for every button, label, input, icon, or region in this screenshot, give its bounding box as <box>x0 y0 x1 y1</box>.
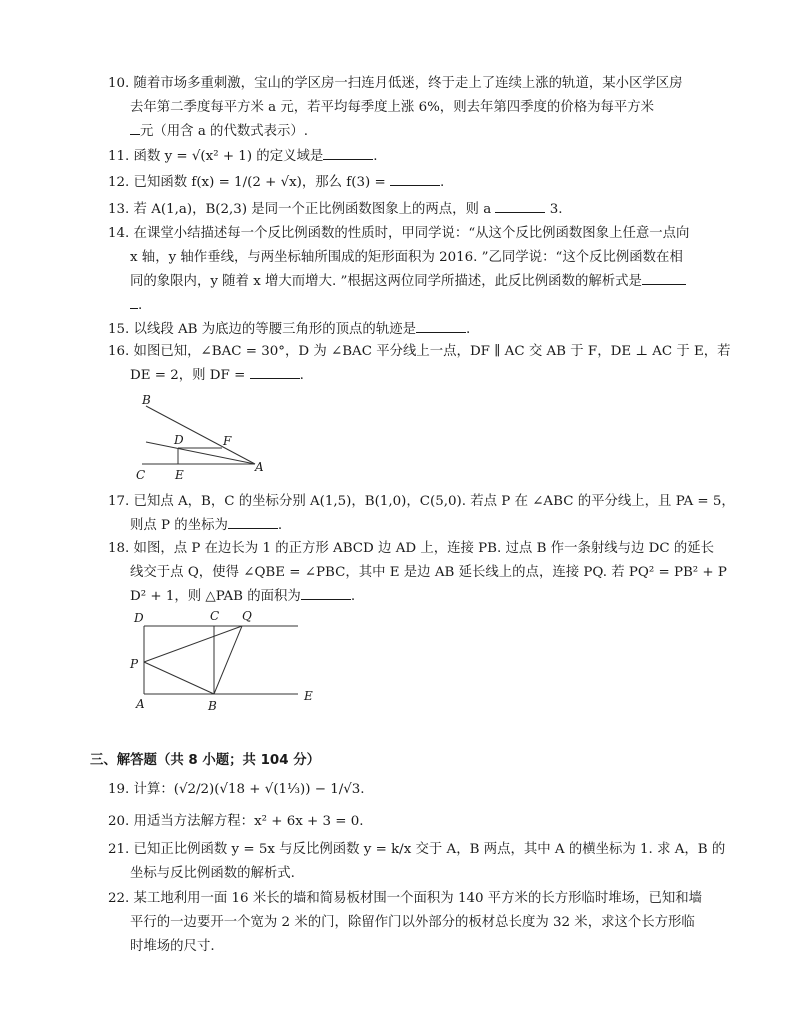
fig16-label-f: F <box>223 434 232 448</box>
q17-line2 <box>108 514 728 538</box>
question-12 <box>108 171 728 195</box>
q16-line1: 16. 如图已知，∠BAC = 30°，D 为 ∠BAC 平分线上一点，DF ∥ AC 交 AB 于 F，DE ⊥ AC 于 E，若 <box>108 344 731 359</box>
q14-blank-cont[interactable] <box>130 294 138 309</box>
q17-line2-text: 则点 P 的坐标为 <box>130 518 228 533</box>
fig18-label-q: Q <box>242 609 252 623</box>
q17-line1: 17. 已知点 A，B，C 的坐标分别 A(1,5)，B(1,0)，C(5,0). 若点 P 在 ∠ABC 的平分线上，且 PA = 5， <box>108 494 735 509</box>
q22-line3: 时堆场的尺寸. <box>130 939 215 954</box>
question-13 <box>108 198 728 222</box>
q16-line2-text: DE = 2，则 DF = <box>130 368 246 383</box>
q18-tail: . <box>350 589 356 604</box>
q14-line1: 14. 在课堂小结描述每一个反比例函数的性质时，甲同学说：“从这个反比例函数图象上任意一点向 <box>108 226 690 241</box>
q10-line3-text: 元（用含 a 的代数式表示）. <box>140 124 309 139</box>
q21-line2: 坐标与反比例函数的解析式. <box>130 866 295 881</box>
q14-line4-text: . <box>138 298 143 313</box>
question-15 <box>108 318 728 342</box>
q20-line: 20. 用适当方法解方程：x² + 6x + 3 = 0. <box>108 814 364 829</box>
fig18-label-c: C <box>210 609 220 623</box>
q14-line4 <box>108 294 728 318</box>
q13-blank[interactable] <box>495 198 545 213</box>
q17-blank[interactable] <box>228 514 278 529</box>
fig18-label-a: A <box>136 697 145 711</box>
q17-tail: . <box>277 518 283 533</box>
question-19 <box>108 778 728 802</box>
q11-text: 11. 函数 y = √(x² + 1) 的定义域是 <box>108 149 324 164</box>
fig18-label-b: B <box>208 699 217 713</box>
question-21 <box>108 838 728 886</box>
fig18-label-d: D <box>134 611 144 625</box>
q13-text: 13. 若 A(1,a)，B(2,3) 是同一个正比例函数图象上的两点，则 a <box>108 202 492 217</box>
q12-line <box>108 171 728 195</box>
q12-blank[interactable] <box>390 171 440 186</box>
q15-tail: . <box>466 322 471 337</box>
fig16-label-c: C <box>136 468 146 482</box>
q14-line2: x 轴，y 轴作垂线，与两坐标轴所围成的矩形面积为 2016. ”乙同学说：“这个反比例函数在相 <box>130 250 683 265</box>
q18-line3-text: D² + 1，则 △PAB 的面积为 <box>130 589 301 604</box>
q10-blank[interactable] <box>130 120 140 135</box>
q11-line <box>108 145 728 169</box>
q15-text: 15. 以线段 AB 为底边的等腰三角形的顶点的轨迹是 <box>108 322 416 337</box>
q10-line1: 10. 随着市场多重刺激，宝山的学区房一扫连月低迷，终于走上了连续上涨的轨道，某小区学区房 <box>108 76 683 91</box>
section-3-heading: 三、解答题（共 8 小题；共 104 分） <box>90 753 320 768</box>
q22-line2: 平行的一边要开一个宽为 2 米的门，除留作门以外部分的板材总长度为 32 米，求这个长方形临 <box>130 915 695 930</box>
q15-line <box>108 318 728 342</box>
figure-18 <box>126 606 326 716</box>
question-10 <box>108 72 728 144</box>
q22-line1: 22. 某工地利用一面 16 米长的墙和简易板材围一个面积为 140 平方米的长方形临时堆场，已知和墙 <box>108 891 703 906</box>
q12-text: 12. 已知函数 f(x) = 1/(2 + √x)，那么 f(3) = <box>108 175 386 190</box>
q14-blank[interactable] <box>642 270 686 285</box>
q11-tail: . <box>373 149 378 164</box>
q14-line3-text: 同的象限内，y 随着 x 增大而增大. ”根据这两位同学所描述，此反比例函数的解析式是 <box>130 274 642 289</box>
fig16-label-b: B <box>142 393 151 407</box>
q21-line1: 21. 已知正比例函数 y = 5x 与反比例函数 y = k/x 交于 A，B 两点，其中 A 的横坐标为 1. 求 A，B 的 <box>108 842 726 857</box>
q19-line: 19. 计算：(√2/2)(√18 + √(1⅓)) − 1/√3. <box>108 782 365 797</box>
q16-line2 <box>108 364 728 388</box>
q10-line3 <box>108 120 728 144</box>
q16-tail: . <box>299 368 304 383</box>
fig18-label-e: E <box>304 689 313 703</box>
fig16-label-d: D <box>174 433 184 447</box>
question-17 <box>108 490 735 538</box>
question-14 <box>108 222 728 318</box>
q16-blank[interactable] <box>250 364 300 379</box>
q11-blank[interactable] <box>323 145 373 160</box>
q14-line3 <box>108 270 728 294</box>
q18-line2: 线交于点 Q，使得 ∠QBE = ∠PBC，其中 E 是边 AB 延长线上的点，连接 PQ. 若 PQ² = PB² + P <box>130 565 727 580</box>
q18-line1: 18. 如图，点 P 在边长为 1 的正方形 ABCD 边 AD 上，连接 PB. 过点 B 作一条射线与边 DC 的延长 <box>108 541 715 556</box>
fig16-label-a: A <box>255 460 264 474</box>
fig18-label-p: P <box>130 657 139 671</box>
question-20 <box>108 810 728 834</box>
figure-16 <box>130 392 270 484</box>
q13-tail: 3. <box>549 202 563 217</box>
q18-blank[interactable] <box>301 585 351 600</box>
fig16-label-e: E <box>175 468 184 482</box>
question-18 <box>108 537 728 609</box>
question-22 <box>108 887 728 959</box>
question-11 <box>108 145 728 169</box>
q15-blank[interactable] <box>416 318 466 333</box>
q12-tail: . <box>439 175 445 190</box>
question-16 <box>108 340 731 388</box>
q13-line <box>108 198 728 222</box>
q10-line2: 去年第二季度每平方米 a 元，若平均每季度上涨 6%，则去年第四季度的价格为每平方米 <box>130 100 655 115</box>
